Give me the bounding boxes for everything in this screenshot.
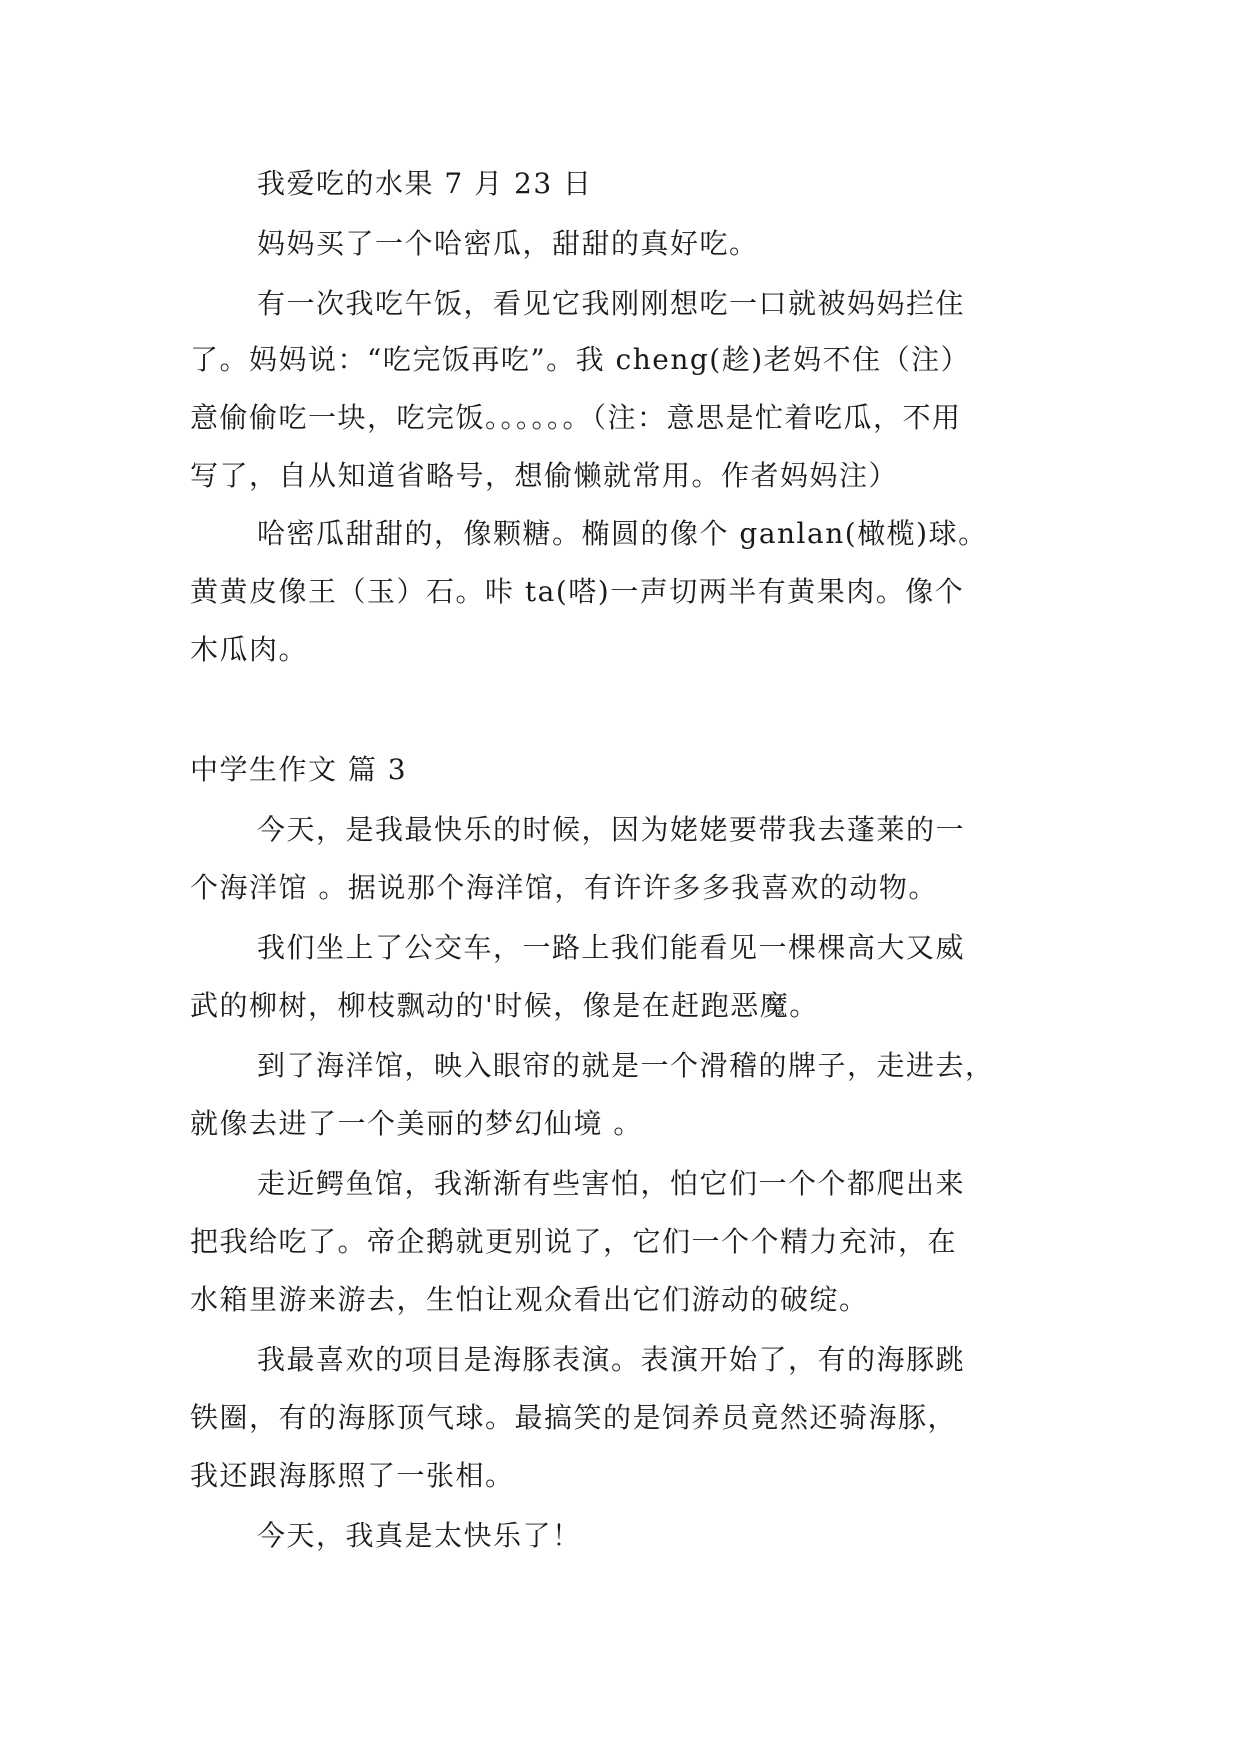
paragraph-line: 了。妈妈说：“吃完饭再吃”。我 cheng(趁)老妈不住（注） [190,343,971,376]
paragraph-line: 我最喜欢的项目是海豚表演。表演开始了，有的海豚跳 [257,1343,966,1376]
essay-heading: 我爱吃的水果 7 月 23 日 [257,167,593,200]
paragraph-line: 到了海洋馆，映入眼帘的就是一个滑稽的牌子，走进去， [257,1049,995,1082]
paragraph-line: 哈密瓜甜甜的，像颗糖。椭圆的像个 ganlan(橄榄)球。 [257,517,988,550]
paragraph-line: 意偷偷吃一块，吃完饭。。。。。。（注：意思是忙着吃瓜，不用 [190,401,962,434]
paragraph-line: 黄黄皮像王（玉）石。咔 ta(嗒)一声切两半有黄果肉。像个 [190,575,965,608]
paragraph-line: 木瓜肉。 [190,633,309,666]
paragraph-line: 今天，我真是太快乐了！ [257,1519,582,1552]
paragraph-line: 妈妈买了一个哈密瓜，甜甜的真好吃。 [257,227,759,260]
paragraph-line: 我还跟海豚照了一张相。 [190,1459,515,1492]
paragraph-line: 铁圈，有的海豚顶气球。最搞笑的是饲养员竟然还骑海豚， [190,1401,958,1434]
paragraph-line: 我们坐上了公交车，一路上我们能看见一棵棵高大又威 [257,931,966,964]
paragraph-line: 今天，是我最快乐的时候，因为姥姥要带我去蓬莱的一 [257,813,966,846]
paragraph-line: 写了，自从知道省略号，想偷懒就常用。作者妈妈注） [190,459,899,492]
paragraph-line: 走近鳄鱼馆，我渐渐有些害怕，怕它们一个个都爬出来 [257,1167,966,1200]
paragraph-line: 把我给吃了。帝企鹅就更别说了，它们一个个精力充沛，在 [190,1225,958,1258]
paragraph-line: 个海洋馆 。据说那个海洋馆，有许许多多我喜欢的动物。 [190,871,938,904]
paragraph-line: 武的柳树，柳枝飘动的'时候，像是在赶跑恶魔。 [190,989,819,1022]
paragraph-line: 水箱里游来游去，生怕让观众看出它们游动的破绽。 [190,1283,869,1316]
essay-title: 中学生作文 篇 3 [190,753,408,786]
paragraph-line: 有一次我吃午饭，看见它我刚刚想吃一口就被妈妈拦住 [257,287,966,320]
paragraph-line: 就像去进了一个美丽的梦幻仙境 。 [190,1107,643,1140]
